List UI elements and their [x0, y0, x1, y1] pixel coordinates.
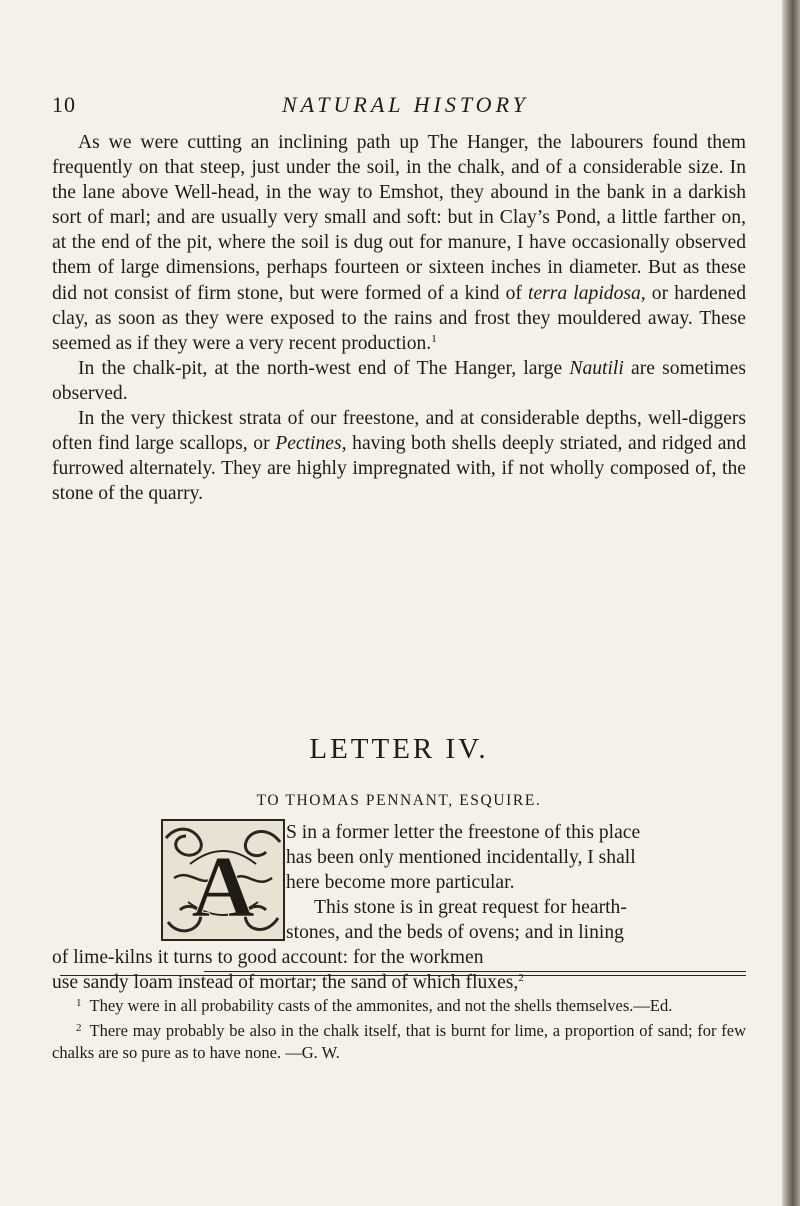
footnote-ref-1: 1 [431, 332, 437, 345]
drop-cap-letter: A [191, 839, 255, 936]
footnote-2: $^2$ There may probably be also in the chalk itself, that is burnt for lime, a proportion of sand; for few chalks are so pure as to have none. —G. W. [52, 1021, 746, 1062]
italic-term: terra lapidosa, [528, 282, 646, 304]
running-title: NATURAL HISTORY [282, 92, 529, 117]
letter-line: has been only mentioned incidentally, I shall [286, 847, 636, 868]
body-text [52, 130, 746, 506]
letter-line: This stone is in great request for hearth- [314, 897, 627, 918]
letter-heading: LETTER IV. [309, 733, 489, 765]
letter-line: here become more particular. [286, 872, 515, 893]
letter-body [52, 820, 746, 995]
italic-term: Pectines, [275, 433, 347, 455]
page-header [52, 92, 752, 122]
paragraph-3: In the very thickest strata of our freestone, and at considerable depths, well-diggers often find large scallops, or Pectines, having both shells deeply striated, and ridged and furrowed alternately. They are highly impregnated with, if not wholly composed of, the stone of the quarry. [52, 408, 746, 505]
letter-line: S in a former letter the freestone of this place [286, 822, 641, 843]
footnotes [52, 992, 746, 1064]
paragraph-2: In the chalk-pit, at the north-west end of The Hanger, large Nautili are sometimes observed. [52, 357, 746, 404]
paragraph-1: As we were cutting an inclining path up The Hanger, the labourers found them frequently on that steep, just under the soil, in the chalk, and of a considerable size. In the lane above Well-head, in the way to Emshot, they abound in the bank in a darkish sort of marl; and are usually very small and soft: but in Clay’s Pond, a little farther on, at the end of the pit, where the soil is dug out for manure, I have occasionally observed them of large dimensions, perhaps fourteen or sixteen inches in diameter. But as these did not consist of firm stone, but were formed of a kind of terra lapidosa, or hardened clay, as soon as they were exposed to the rains and frost they mouldered away. These seemed as if they were a very recent production.$^1$ [52, 132, 747, 354]
letter-line-last: use sandy loam instead of mortar; the sand of which fluxes,$^2$ [52, 972, 524, 993]
page-edge-shadow [782, 0, 800, 1206]
page-number: 10 [52, 92, 76, 117]
footnote-ref-2: 2 [518, 972, 524, 984]
footnote-1: $^1$ They were in all probability casts of the ammonites, and not the shells themselves.—Ed. [76, 996, 673, 1015]
divider-rule [204, 971, 746, 972]
letter-line: stones, and the beds of ovens; and in lining [286, 922, 624, 943]
letter-line: of lime-kilns it turns to good account: for the workmen [52, 947, 484, 968]
letter-recipient: TO THOMAS PENNANT, ESQUIRE. [256, 792, 542, 809]
footnote-rule [60, 975, 746, 976]
italic-term: Nautili [569, 357, 624, 379]
